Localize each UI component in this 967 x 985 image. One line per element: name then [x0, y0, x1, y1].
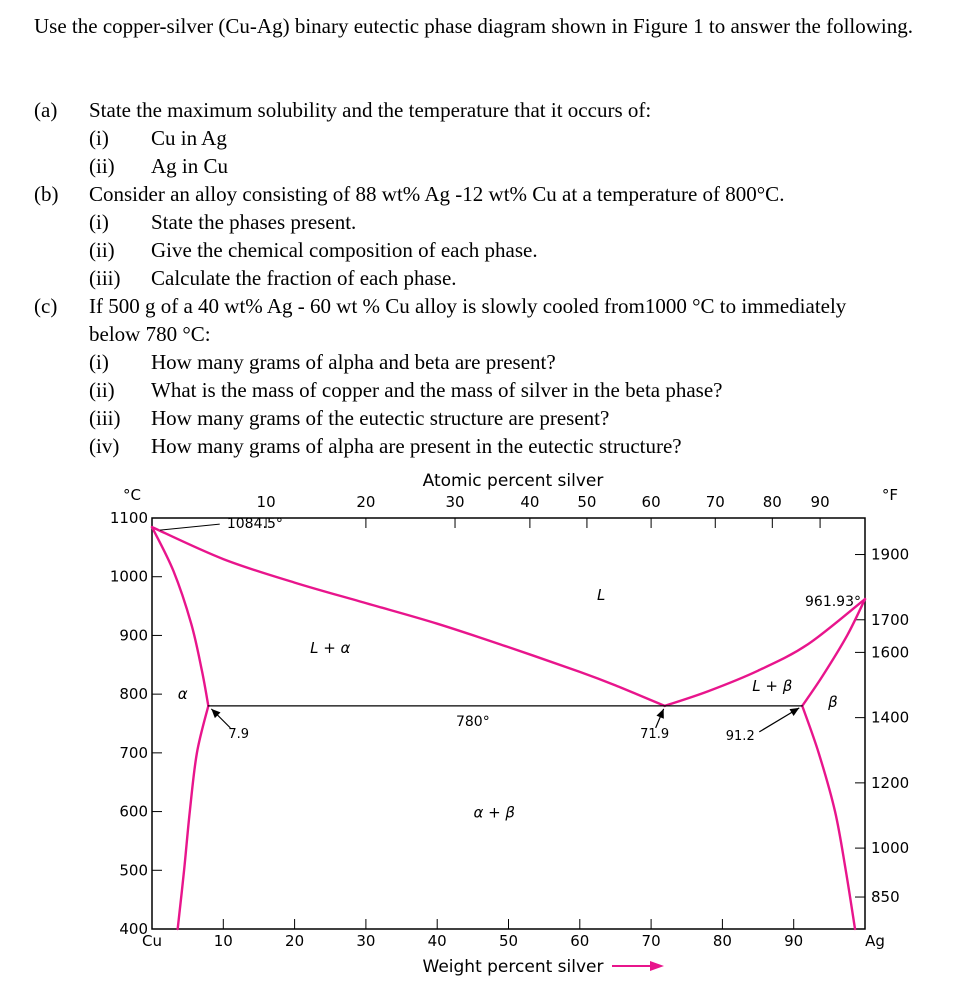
fahrenheit-tick-label-1600: 1600	[871, 643, 910, 662]
curve-liquidus-left	[152, 527, 665, 706]
question-c-iii-label: (iii)	[89, 406, 121, 430]
question-a-label: (a)	[34, 98, 58, 122]
x-tick-label-50: 50	[498, 932, 519, 950]
alpha-max-label: 7.9	[228, 726, 250, 742]
fahrenheit-tick-label-1200: 1200	[871, 773, 910, 792]
celsius-tick-label-900: 900	[119, 626, 148, 645]
fahrenheit-tick-label-1000: 1000	[871, 839, 910, 858]
curve-solvus-right	[802, 706, 855, 929]
beta-max-label: 91.2	[725, 728, 755, 744]
region-label-beta: β	[828, 693, 838, 712]
region-label-l-beta: L + β	[752, 677, 793, 696]
question-c-iii-text: How many grams of the eutectic structure are present?	[151, 406, 610, 430]
question-c-iv-text: How many grams of alpha are present in the eutectic structure?	[151, 434, 682, 458]
ag-end-label: Ag	[865, 932, 885, 950]
question-c-iv-label: (iv)	[89, 434, 120, 458]
atomic-tick-label-70: 70	[705, 493, 725, 511]
atomic-tick-label-40: 40	[520, 493, 540, 511]
x-tick-label-80: 80	[712, 932, 732, 950]
question-b-iii-label: (iii)	[89, 266, 121, 290]
atomic-tick-label-20: 20	[356, 493, 376, 511]
curve-solvus-left	[178, 706, 209, 929]
atomic-axis-title: Atomic percent silver	[422, 471, 604, 491]
celsius-unit-label: °C	[123, 486, 141, 504]
region-label-l-alpha: L + α	[310, 639, 351, 658]
plot-frame	[152, 518, 865, 929]
cu-end-label: Cu	[142, 932, 162, 950]
fahrenheit-unit-label: °F	[881, 486, 899, 504]
x-tick-label-70: 70	[641, 932, 661, 950]
x-tick-label-90: 90	[784, 932, 804, 950]
weight-axis-arrow	[612, 961, 664, 971]
intro-text: Use the copper-silver (Cu-Ag) binary eutectic phase diagram shown in Figure 1 to answer the following.	[34, 14, 914, 38]
question-a-ii-text: Ag in Cu	[151, 154, 229, 178]
question-c-ii-text: What is the mass of copper and the mass of silver in the beta phase?	[151, 378, 723, 402]
question-a-text: State the maximum solubility and the temperature that it occurs of:	[89, 98, 652, 122]
question-c-i-label: (i)	[89, 350, 109, 374]
question-a-ii-label: (ii)	[89, 154, 115, 178]
question-b-ii-text: Give the chemical composition of each phase.	[151, 238, 538, 262]
beta-max-arrow-head	[789, 708, 799, 716]
x-tick-label-40: 40	[427, 932, 447, 950]
question-b-i-label: (i)	[89, 210, 109, 234]
atomic-tick-label-30: 30	[445, 493, 465, 511]
x-tick-label-60: 60	[570, 932, 590, 950]
region-label-alpha-beta: α + β	[473, 803, 516, 822]
celsius-tick-label-400: 400	[119, 920, 148, 938]
atomic-tick-label-50: 50	[577, 493, 597, 511]
atomic-tick-label-90: 90	[810, 493, 830, 511]
fahrenheit-tick-label-1700: 1700	[871, 610, 910, 629]
curve-solidus-left	[152, 527, 208, 706]
question-a-i-text: Cu in Ag	[151, 126, 227, 150]
question-b-text: Consider an alloy consisting of 88 wt% Ag -12 wt% Cu at a temperature of 800°C.	[89, 182, 785, 206]
question-c-label: (c)	[34, 294, 58, 318]
celsius-tick-label-600: 600	[119, 802, 148, 821]
fahrenheit-tick-label-1900: 1900	[871, 545, 910, 564]
x-tick-label-30: 30	[356, 932, 376, 950]
x-tick-label-20: 20	[285, 932, 305, 950]
question-c-text: If 500 g of a 40 wt% Ag - 60 wt % Cu alloy is slowly cooled from1000 °C to immediately	[89, 294, 847, 318]
weight-axis-title: Weight percent silver	[422, 957, 604, 977]
atomic-tick-label-10: 10	[256, 493, 276, 511]
celsius-tick-label-800: 800	[119, 685, 148, 704]
celsius-tick-label-1100: 1100	[109, 509, 148, 527]
question-b-i-text: State the phases present.	[151, 210, 357, 234]
cu-melting-label: 1084.5°	[226, 516, 283, 533]
eutectic-comp-label: 71.9	[640, 726, 670, 742]
region-label-l: L	[597, 586, 606, 605]
celsius-tick-label-700: 700	[119, 743, 148, 762]
fahrenheit-tick-label-850: 850	[871, 888, 900, 907]
ag-melting-label: 961.93°	[805, 594, 861, 611]
question-b-label: (b)	[34, 182, 59, 206]
celsius-tick-label-500: 500	[119, 861, 148, 880]
region-label-alpha: α	[177, 684, 188, 703]
question-b-iii-text: Calculate the fraction of each phase.	[151, 266, 457, 290]
question-c-i-text: How many grams of alpha and beta are present?	[151, 350, 556, 374]
atomic-tick-label-60: 60	[641, 493, 661, 511]
celsius-tick-label-1000: 1000	[109, 567, 148, 586]
cu-melting-leader	[160, 524, 220, 530]
question-a-i-label: (i)	[89, 126, 109, 150]
eutectic-temp-label: 780°	[455, 713, 490, 730]
atomic-tick-label-80: 80	[762, 493, 782, 511]
question-c-text-cont: below 780 °C:	[89, 322, 211, 346]
x-tick-label-10: 10	[213, 932, 233, 950]
question-b-ii-label: (ii)	[89, 238, 115, 262]
question-c-ii-label: (ii)	[89, 378, 115, 402]
fahrenheit-tick-label-1400: 1400	[871, 708, 910, 727]
